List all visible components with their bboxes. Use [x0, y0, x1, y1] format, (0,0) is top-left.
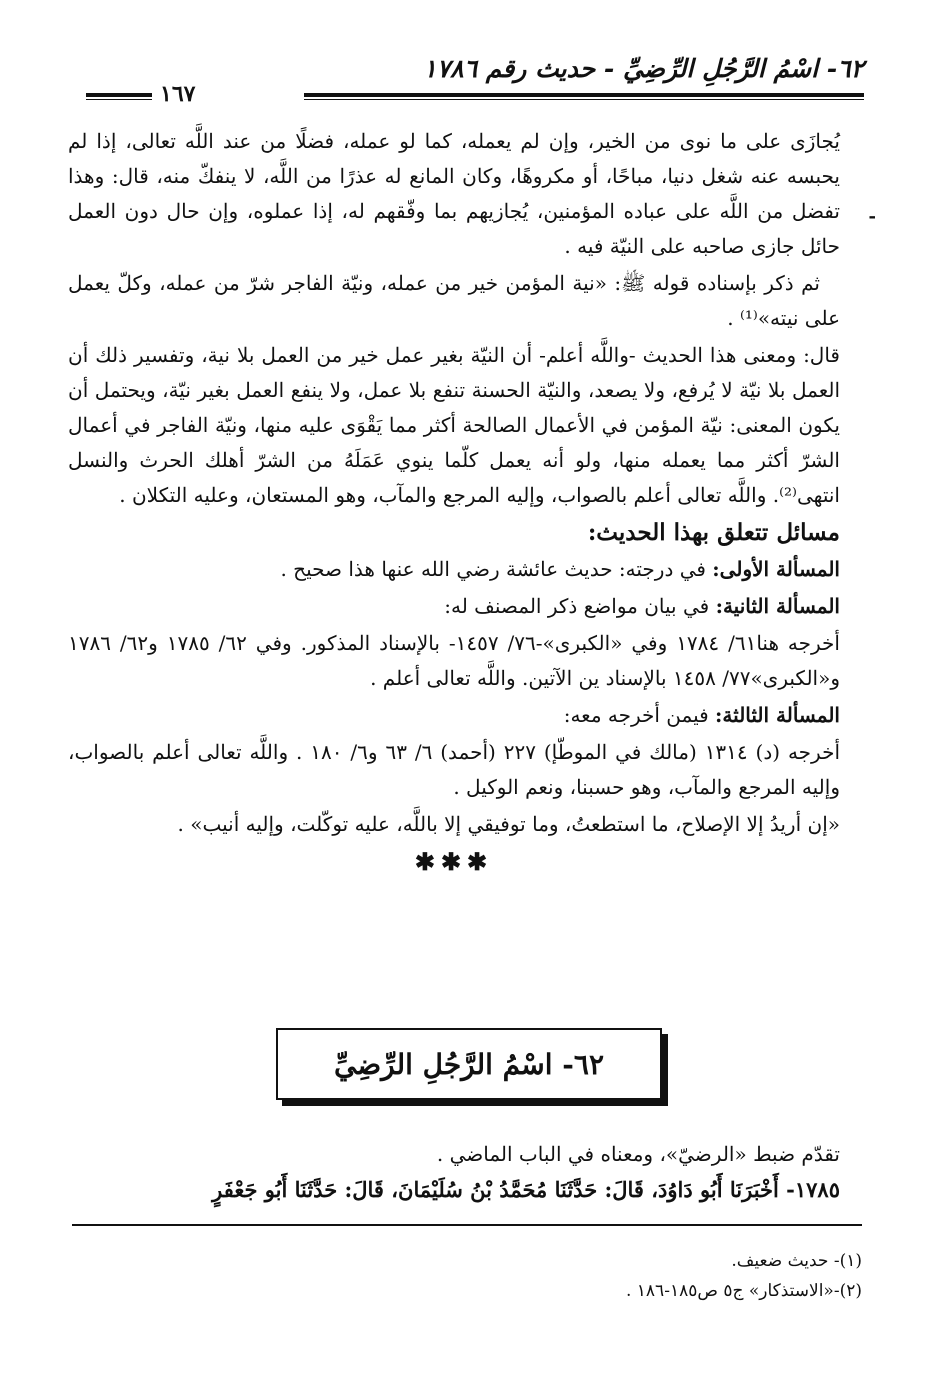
issue-label: المسألة الثانية: [715, 594, 840, 618]
chapter-title: ٦٢- اسْمُ الرَّجُلِ الرِّضِيِّ [334, 1047, 604, 1081]
issue-label: المسألة الثالثة: [715, 703, 840, 727]
issue-1 [68, 552, 840, 587]
page-number: ١٦٧ [160, 81, 196, 107]
paragraph: قال: ومعنى هذا الحديث -واللَّه أعلم- أن النيّة بغير عمل خير من العمل بلا نية، وتفسير ذلك أن العمل بلا نيّة لا يُرفع، ولا يصعد، والنيّة الحسنة تنفع بلا عمل، ولا ينفع العمل بغير نيّة، ويحتمل أن يكون المعنى: نيّة المؤمن في الأعمال الصالحة أكثر مما يَقْوَى عليه منها، ونيّة الفاجر في أعمال الشرّ أكثر مما يعمله منها، ولو أنه يعمل كلّما ينوي عَمَلَهُ من الشرّ أهلك الحرث والنسل انتهى⁽²⁾. واللَّه تعالى أعلم بالصواب، وإليه المرجع والمآب، وهو المستعان، وعليه التكلان . [68, 343, 840, 507]
issue-text: في درجته: حديث عائشة رضي الله عنها هذا صحيح . [280, 557, 713, 581]
footnote: (٢)-«الاستذكار» ج٥ ص١٨٥-١٨٦ . [625, 1281, 862, 1301]
issue-text: فيمن أخرجه معه: [563, 703, 716, 727]
issue-3-detail: أخرجه (د) ١٣١٤ (مالك في الموطّإ) ٢٢٧ (أحمد) ٦/ ٦٣ و٦/ ١٨٠ . واللَّه تعالى أعلم بالصواب، وإليه المرجع والمآب، وهو حسبنا، ونعم الوكيل . [68, 740, 840, 799]
margin-mark: - [868, 206, 876, 227]
issue-text: في بيان مواضع ذكر المصنف له: [444, 594, 716, 618]
closing-quote: «إن أريدُ إلا الإصلاح، ما استطعتُ، وما توفيقي إلا باللَّه، عليه توكّلت، وإليه أنيب» . [177, 812, 840, 836]
header-rule-right [304, 93, 864, 100]
page-header [86, 48, 864, 107]
chapter-intro: تقدّم ضبط «الرضيّ»، ومعناه في الباب الماضي . [436, 1142, 840, 1166]
section-heading: مسائل تتعلق بهذا الحديث: [587, 519, 840, 546]
chapter-title-box [276, 1028, 662, 1100]
paragraph: ثم ذكر بإسناده قوله ﷺ: «نية المؤمن خير من عمله، ونيّة الفاجر شرّ من عمله، وكلّ يعمل على نيته»⁽¹⁾ . [68, 271, 840, 330]
main-text [68, 124, 840, 881]
running-title: ٦٢- اسْمُ الرَّجُلِ الرِّضِيِّ - حديث رقم ١٧٨٦ [423, 54, 864, 83]
header-rule-left [86, 93, 152, 100]
hadith-chain: ١٧٨٥- أَخْبَرَنَا أَبُو دَاوُدَ، قَالَ: حَدَّثَنَا مُحَمَّدُ بْنُ سُلَيْمَانَ، قَالَ: حَدَّثَنَا أَبُو جَعْفَرٍ [212, 1177, 840, 1202]
footnote-rule [72, 1224, 862, 1226]
footnote: (١)- حديث ضعيف. [731, 1251, 862, 1271]
issue-2-detail: أخرجه هنا٦١/ ١٧٨٤ وفي «الكبرى»-٧٦/ ١٤٥٧- بالإسناد المذكور. وفي ٦٢/ ١٧٨٥ و٦٢/ ١٧٨٦ و«الكبرى»٧٧/ ١٤٥٨ بالإسناد ين الآتين. واللَّه تعالى أعلم . [68, 631, 840, 690]
issue-3 [68, 698, 840, 733]
issue-label: المسألة الأولى: [712, 557, 840, 581]
paragraph: يُجازَى على ما نوى من الخير، وإن لم يعمله، كما لو عمله، فضلًا من عند اللَّه تعالى، إذا لم يحبسه عنه شغل دنيا، مباحًا، أو مكروهًا، وكان المانع له عذرًا من اللَّه، لا ينفكّ منه، قال: وهذا تفضل من اللَّه على عباده المؤمنين، يُجازيهم بما وفّقهم له، إذا عملوه، وإن حال دون العمل حائل جازى صاحبه على النيّة فيه . [68, 129, 840, 258]
section-separator: ✱✱✱ [414, 847, 494, 876]
chapter-body [68, 1136, 840, 1208]
footnotes [72, 1246, 862, 1306]
issue-2 [68, 589, 840, 624]
